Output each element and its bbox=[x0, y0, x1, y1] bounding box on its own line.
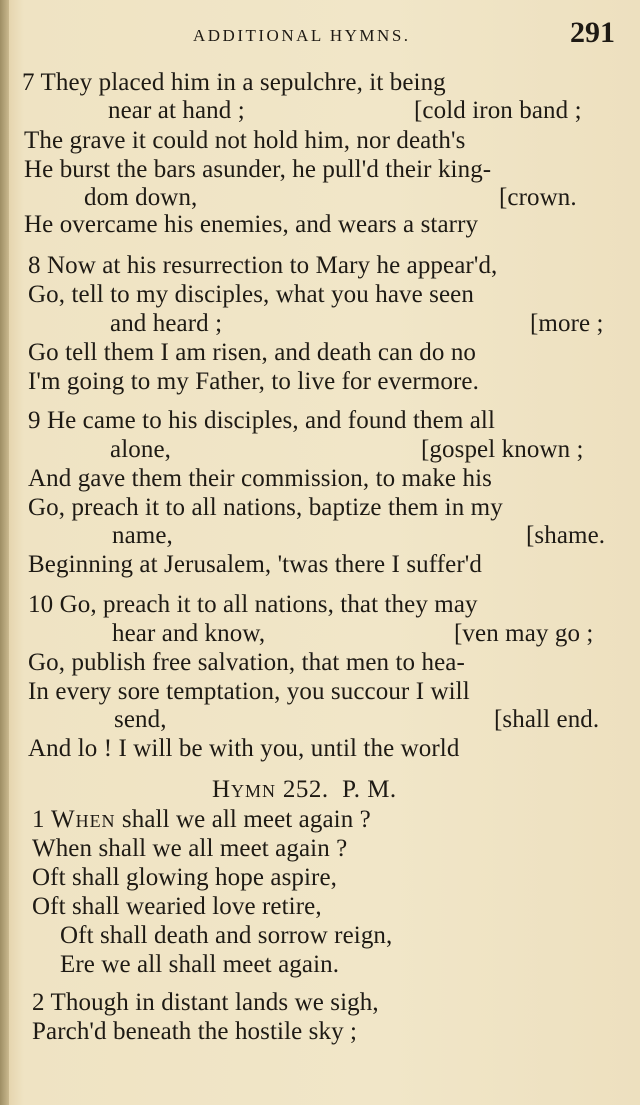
verse-7-line-6: He overcame his enemies, and wears a starry bbox=[24, 211, 479, 238]
verse-10-line-3: Go, publish free salvation, that men to hea- bbox=[28, 649, 465, 676]
verse-8-line-3: and heard ; bbox=[110, 310, 223, 337]
verse-9-line-2: alone, bbox=[110, 436, 171, 463]
verse-7-line-2: near at hand ; bbox=[108, 97, 245, 124]
verse-10-line-6: And lo ! I will be with you, until the world bbox=[28, 735, 460, 762]
verse-number: 9 bbox=[28, 407, 41, 434]
page-number: 291 bbox=[570, 16, 615, 49]
verse-9-line-3: And gave them their commission, to make his bbox=[28, 465, 492, 492]
hymn-252-verse-1-line-4: Oft shall wearied love retire, bbox=[32, 893, 322, 920]
verse-9-line-6: Beginning at Jerusalem, 'twas there I suffer'd bbox=[28, 551, 482, 578]
verse-8-line-2: Go, tell to my disciples, what you have seen bbox=[28, 281, 474, 308]
verse-9-line-4: Go, preach it to all nations, baptize them in my bbox=[28, 494, 503, 521]
verse-number: 7 bbox=[22, 69, 35, 96]
verse-7-line-5: dom down, bbox=[84, 184, 198, 211]
verse-10-bracket-line: [ven may go ; bbox=[454, 620, 594, 647]
verse-9-bracket-line: [gospel known ; bbox=[421, 436, 584, 463]
verse-number: 8 bbox=[28, 252, 41, 279]
hymn-252-verse-1-line-1: 1 When shall we all meet again ? bbox=[32, 806, 371, 833]
hymn-meter: P. M. bbox=[342, 776, 397, 803]
verse-8-bracket-line: [more ; bbox=[530, 310, 604, 337]
hymn-252-verse-1-line-2: When shall we all meet again ? bbox=[32, 835, 348, 862]
verse-number: 10 bbox=[28, 591, 54, 618]
verse-7-line-3: The grave it could not hold him, nor death's bbox=[24, 127, 466, 154]
verse-7-bracket-line: [cold iron band ; bbox=[414, 97, 582, 124]
verse-first-word: When bbox=[50, 806, 116, 833]
verse-number: 1 bbox=[32, 806, 45, 833]
hymn-252-verse-2-line-1: 2 Though in distant lands we sigh, bbox=[32, 989, 379, 1016]
page-spine-shadow bbox=[0, 0, 9, 1105]
verse-9-line-5: name, bbox=[112, 522, 173, 549]
hymn-252-verse-1-line-5: Oft shall death and sorrow reign, bbox=[60, 922, 393, 949]
verse-10-bracket-line-2: [shall end. bbox=[494, 706, 600, 733]
verse-10-line-1: 10 Go, preach it to all nations, that they may bbox=[28, 591, 478, 618]
verse-8-line-1: 8 Now at his resurrection to Mary he appear'd, bbox=[28, 252, 498, 279]
hymn-title bbox=[212, 776, 397, 804]
verse-8-line-4: Go tell them I am risen, and death can do no bbox=[28, 339, 477, 366]
hymn-number: 252. bbox=[282, 776, 329, 803]
running-header: ADDITIONAL HYMNS. bbox=[193, 26, 411, 45]
hymn-252-verse-1-line-6: Ere we all shall meet again. bbox=[60, 951, 340, 978]
verse-7-line-1: 7 They placed him in a sepulchre, it being bbox=[22, 69, 446, 96]
verse-number: 2 bbox=[32, 989, 45, 1016]
verse-10-line-2: hear and know, bbox=[112, 620, 266, 647]
hymn-252-verse-1-line-3: Oft shall glowing hope aspire, bbox=[32, 864, 338, 891]
verse-9-line-1: 9 He came to his disciples, and found them all bbox=[28, 407, 496, 434]
verse-8-line-5: I'm going to my Father, to live for evermore. bbox=[28, 368, 479, 395]
verse-10-line-5: send, bbox=[114, 706, 167, 733]
hymn-252-verse-2-line-2: Parch'd beneath the hostile sky ; bbox=[32, 1018, 358, 1045]
hymn-title-word: Hymn bbox=[212, 776, 277, 803]
verse-7-bracket-line-2: [crown. bbox=[499, 184, 577, 211]
verse-10-line-4: In every sore temptation, you succour I will bbox=[28, 678, 470, 705]
verse-7-line-4: He burst the bars asunder, he pull'd their king- bbox=[24, 156, 492, 183]
verse-9-bracket-line-2: [shame. bbox=[526, 522, 606, 549]
